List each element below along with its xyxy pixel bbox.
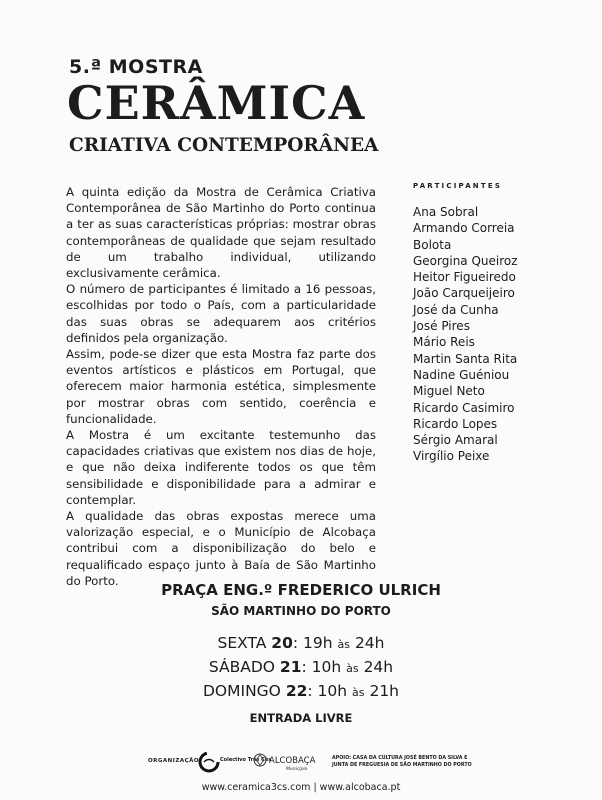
venue-name: PRAÇA ENG.º FREDERICO ULRICH (161, 581, 441, 599)
schedule-end: 24h (354, 634, 385, 652)
alcobaca-logo (252, 750, 322, 774)
schedule-sep: às (352, 686, 365, 699)
schedule-date: 22 (285, 682, 308, 700)
schedule-start: 19h (303, 634, 333, 652)
participant-name: Virgílio Peixe (413, 449, 490, 464)
participants-list (413, 182, 518, 465)
website-link[interactable]: www.ceramica3cs.com (201, 782, 311, 793)
schedule-sep: às (346, 662, 359, 675)
participant-name: Bolota (413, 237, 452, 252)
participant-name: Ana Sobral (413, 205, 479, 219)
schedule-end: 24h (363, 658, 394, 676)
paragraph: Assim, pode-se dizer que esta Mostra faz parte dos eventos artísticos e plásticos em Portugal, que oferecem maior harmonia estética, simplesmente por mostrar obras com sentido, coerência e funcionalidade. (66, 347, 376, 426)
schedule-day: DOMINGO (202, 682, 281, 700)
schedule-end: 21h (369, 682, 399, 700)
websites (0, 782, 602, 793)
paragraph: A Mostra é um excitante testemunho das capacidades criativas que existem nos dias de hoje, e que não deixa indiferente todos os que têm sensibilidade e disponibilidade para a admirar e contemplar. (66, 428, 376, 507)
support-body: CASA DA CULTURA JOSÉ BENTO DA SILVA E JUNTA DE FREGUESIA DE SÃO MARTINHO DO PORTO (332, 756, 472, 768)
participant-names (413, 204, 518, 465)
description (66, 184, 376, 589)
venue-block (0, 580, 602, 725)
support-label: APOIO: (332, 756, 352, 761)
website-link[interactable]: www.alcobaca.pt (319, 782, 401, 793)
paragraph: A quinta edição da Mostra de Cerâmica Criativa Contemporânea de São Martinho do Porto continua a ter as suas características próprias: mostrar obras contemporâneas de qualidade que sejam resultado de um trabalho individual, utilizando exclusivamente cerâmica. (66, 185, 376, 281)
website-separator: | (313, 782, 317, 793)
participant-name: Martin Santa Rita (413, 351, 518, 366)
schedule-start: 10h (317, 682, 348, 700)
venue-place: SÃO MARTINHO DO PORTO (211, 604, 391, 618)
support-text (332, 755, 482, 769)
schedule-day: SÁBADO (208, 658, 275, 676)
participant-name: Heitor Figueiredo (413, 270, 516, 285)
participant-name: Ricardo Casimiro (413, 400, 515, 415)
schedule-line: SEXTA 20: 19h às 24h (217, 634, 385, 652)
schedule-line: SÁBADO 21: 10h às 24h (208, 658, 394, 676)
schedule-line: DOMINGO 22: 10h às 21h (202, 682, 399, 700)
alcobaca-name: ALCOBAÇA (269, 756, 316, 766)
participants-title: PARTICIPANTES (413, 182, 503, 190)
subtitle: CRIATIVA CONTEMPORÂNEA (69, 135, 379, 156)
schedule-sep: às (337, 638, 350, 651)
participant-name: Armando Correia (413, 221, 515, 236)
entry-label: ENTRADA LIVRE (249, 711, 353, 725)
participant-name: Mário Reis (413, 335, 475, 350)
participant-name: Nadine Guéniou (413, 367, 510, 382)
schedule-date: 21 (279, 658, 302, 676)
footer-logos (0, 748, 602, 776)
participant-name: Ricardo Lopes (413, 416, 498, 431)
paragraph: O número de participantes é limitado a 16 pessoas, escolhidas por todo o País, com a particularidade das suas obras se adequarem aos critérios definidos pela organização. (66, 282, 376, 345)
schedule-start: 10h (311, 658, 342, 676)
participant-name: Miguel Neto (413, 384, 485, 399)
participant-name: Sérgio Amaral (413, 433, 498, 448)
paragraph: A qualidade das obras expostas merece uma valorização especial, e o Município de Alcobaça contribui com a disponibilização do belo e requalificado espaço junto à Baía de São Martinho do Porto. (66, 509, 376, 588)
colectivo-logo (198, 751, 272, 773)
edition-label: 5.ª MOSTRA (69, 56, 203, 78)
organization-label: ORGANIZAÇÃO (148, 758, 200, 764)
colectivo-logo-text: Colectivo Três Cês (220, 757, 272, 763)
participant-name: Georgina Queiroz (413, 253, 518, 268)
participant-name: José Pires (413, 319, 470, 334)
schedule (0, 632, 602, 704)
schedule-day: SEXTA (217, 634, 267, 652)
main-title: CERÂMICA (67, 76, 366, 130)
participant-name: João Carqueijeiro (413, 286, 515, 301)
participant-name: José da Cunha (413, 302, 499, 317)
schedule-date: 20 (271, 634, 293, 652)
alcobaca-sub: Município (286, 767, 308, 772)
